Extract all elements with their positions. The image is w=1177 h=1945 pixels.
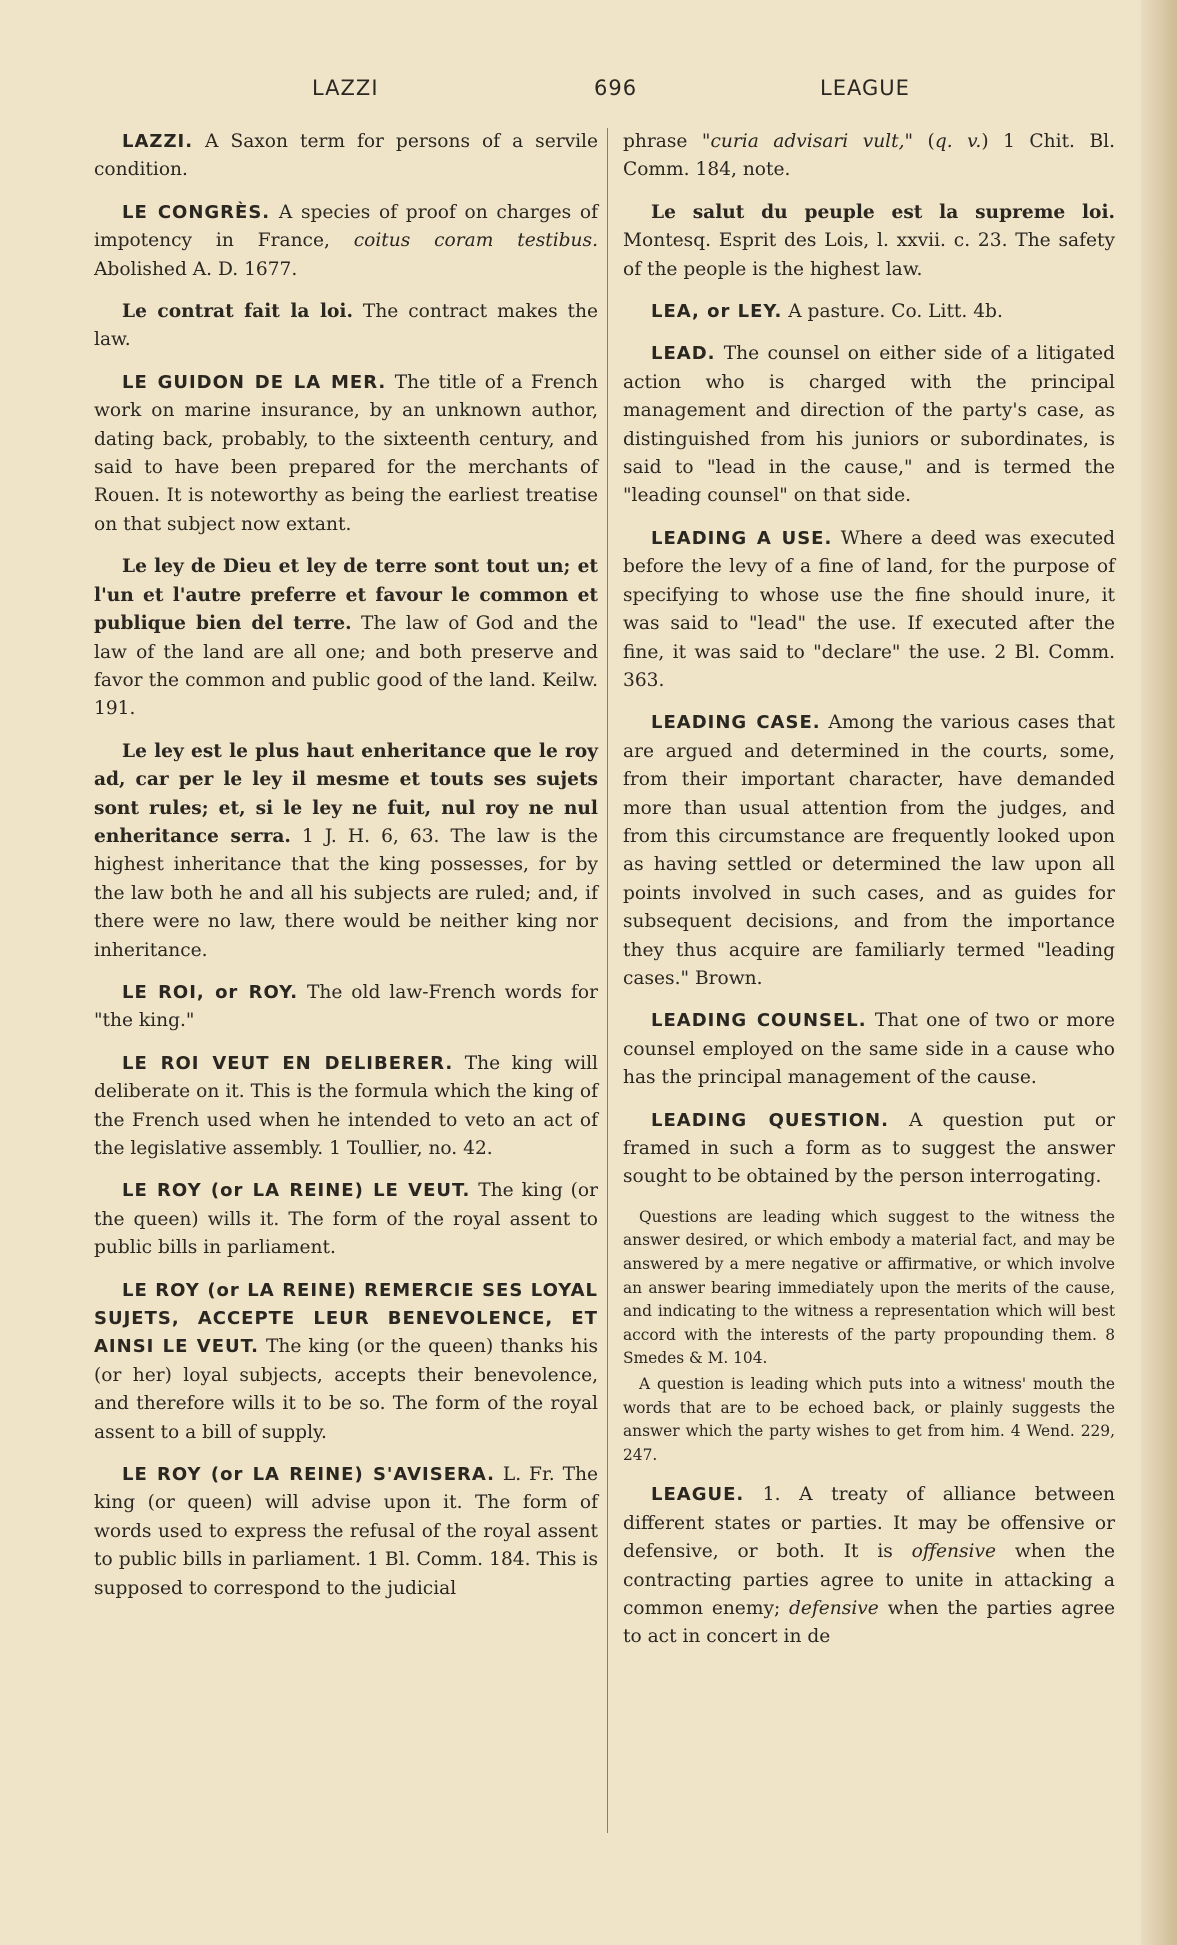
- headword: LE ROI VEUT EN DELIBERER.: [122, 1052, 454, 1074]
- entry-leading-question: [623, 1107, 1115, 1192]
- definition: The old law-French words for "the king.": [94, 981, 598, 1032]
- definition: ) 1 Chit. Bl. Comm. 184, note.: [623, 131, 1115, 181]
- definition-italic: q. v.: [934, 131, 982, 152]
- definition: That one of two or more counsel employed on the same side in a cause who has the principal management of the cause.: [623, 1010, 1116, 1089]
- running-head: [0, 76, 1177, 110]
- definition: A species of proof on charges of impotency in France,: [94, 201, 598, 252]
- definition: A Saxon term for persons of a servile condition.: [94, 131, 598, 181]
- headword: LEAGUE.: [651, 1484, 745, 1506]
- entry-le-roi-or-roy: [94, 979, 598, 1036]
- page-number: 696: [594, 76, 638, 100]
- entry-le-guidon: [94, 369, 598, 539]
- definition-italic: coitus coram testibus.: [353, 230, 598, 252]
- definition: Where a deed was executed before the levy of a fine of land, for the purpose of specifying to whose use the fine should inure, it was said to "lead" the use. If executed after the fine, it was said to "declare" the use. 2 Bl. Comm. 363.: [623, 527, 1115, 691]
- headword: LE CONGRÈS.: [122, 201, 271, 223]
- entry-le-ley-de-dieu: [94, 553, 598, 723]
- column-divider: [607, 128, 608, 1833]
- entry-leading-counsel: [623, 1007, 1115, 1092]
- entry-league: [623, 1481, 1115, 1651]
- left-column: [94, 128, 598, 1617]
- headword: LAZZI.: [122, 131, 194, 152]
- entry-lead: [623, 340, 1115, 510]
- headword: LE ROY (or LA REINE) S'AVISERA.: [122, 1464, 495, 1486]
- entry-leading-a-use: [623, 525, 1115, 695]
- definition: Abolished A. D. 1677.: [94, 258, 298, 280]
- entry-le-ley-est: [94, 738, 598, 965]
- translation: The contract makes the law.: [94, 301, 599, 351]
- translation: 1 J. H. 6, 63. The law is the highest inheritance that the king possesses, for by the law both he and all his subjects are ruled; and, if there were no law, there would be neither king nor inheritance.: [94, 825, 599, 961]
- definition: 1. A treaty of alliance between different states or parties. It may be offensive or defensive, or both. It is: [623, 1484, 1115, 1563]
- headword: LEAD.: [651, 343, 716, 365]
- definition: The king (or the queen) thanks his (or her) loyal subjects, accepts their benevolence, and therefore wills it to be so. The form of the royal assent to a bill of supply.: [94, 1336, 598, 1443]
- definition: " (: [904, 131, 935, 152]
- definition-italic: curia advisari vult,: [710, 131, 905, 152]
- entry-leading-case: [623, 709, 1115, 993]
- headword: LEADING CASE.: [651, 712, 821, 734]
- headword: LEADING A USE.: [651, 527, 833, 549]
- headword: LE ROY (or LA REINE) LE VEUT.: [122, 1180, 471, 1202]
- headword: LEADING QUESTION.: [651, 1109, 889, 1131]
- definition: A pasture. Co. Litt. 4b.: [782, 301, 1003, 323]
- definition: The title of a French work on marine insurance, by an unknown author, dating back, probably, to the sixteenth century, and said to have been prepared for the merchants of Rouen. It is noteworthy as being the earliest treatise on that subject now extant.: [94, 371, 599, 535]
- definition: The king (or the queen) wills it. The form of the royal assent to public bills in parliament.: [94, 1180, 598, 1259]
- headword: LEA, or LEY.: [651, 301, 783, 323]
- definition-italic: offensive: [911, 1541, 996, 1563]
- definition: when the contracting parties agree to unite in attacking a common enemy;: [623, 1541, 1115, 1619]
- definition: when the parties agree to act in concert in de: [623, 1597, 1115, 1648]
- entry-le-roy-remercie: [94, 1277, 598, 1447]
- translation: Montesq. Esprit des Lois, l. xxvii. c. 23. The safety of the people is the highest law.: [623, 230, 1115, 280]
- maxim: Le ley de Dieu et ley de terre sont tout un; et l'un et l'autre preferre et favour le common et publique bien del terre.: [94, 556, 598, 635]
- header-right-word: LEAGUE: [820, 76, 910, 100]
- translation: The law of God and the law of the land are all one; and both preserve and favor the common and public good of the land. Keilw. 191.: [94, 613, 599, 720]
- maxim: Le ley est le plus haut enheritance que le roy ad, car per le ley il mesme et touts ses sujets sont rules; et, si le ley ne fuit, nul roy ne nul enheritance serra.: [94, 740, 598, 847]
- definition-italic: defensive: [789, 1597, 879, 1619]
- headword: LE ROY (or LA REINE) REMERCIE SES LOYAL SUJETS, ACCEPTE LEUR BENEVOLENCE, ET AINSI LE VEUT.: [94, 1279, 598, 1358]
- header-left-word: LAZZI: [312, 76, 379, 100]
- leading-question-note-1: Questions are leading which suggest to the witness the answer desired, or which embody a material fact, and may be answered by a mere negative or affirmative, or which involve an answer bearing immediately upon the merits of the cause, and indicating to the witness a representation which will best accord with the interests of the party propounding them. 8 Smedes & M. 104.: [623, 1207, 1115, 1368]
- entry-le-roi-veut: [94, 1050, 598, 1164]
- right-column: [623, 128, 1115, 1666]
- entry-avisera-continued: [623, 128, 1115, 185]
- headword: LEADING COUNSEL.: [651, 1010, 867, 1032]
- definition: phrase ": [623, 131, 711, 152]
- maxim: Le contrat fait la loi.: [122, 301, 353, 323]
- headword: LE GUIDON DE LA MER.: [122, 371, 387, 393]
- headword: LE ROI, or ROY.: [122, 981, 299, 1003]
- entry-le-contrat: [94, 298, 598, 355]
- leading-question-note-2: A question is leading which puts into a witness' mouth the words that are to be echoed back, or plainly suggests the answer which the party wishes to get from him. 4 Wend. 229, 247.: [623, 1374, 1115, 1464]
- page-edge-shadow: [1141, 0, 1177, 1945]
- entry-le-roy-avisera: [94, 1461, 598, 1603]
- entry-le-roy-le-veut: [94, 1177, 598, 1262]
- definition: L. Fr. The king (or queen) will advise upon it. The form of words used to express the refusal of the royal assent to public bills in parliament. 1 Bl. Comm. 184. This is supposed to correspond to the judicial: [94, 1464, 598, 1599]
- definition: Among the various cases that are argued and determined in the courts, some, from their important character, have demanded more than usual attention from the judges, and from this circumstance are frequently looked upon as having settled or determined the law upon all points involved in such cases, and as guides for subsequent decisions, and from the importance they thus acquire are familiarly termed "leading cases." Brown.: [623, 712, 1115, 989]
- maxim: Le salut du peuple est la supreme loi.: [651, 201, 1115, 223]
- definition: The king will deliberate on it. This is the formula which the king of the French used when he intended to veto an act of the legislative assembly. 1 Toullier, no. 42.: [94, 1052, 598, 1159]
- definition: A question put or framed in such a form as to suggest the answer sought to be obtained by the person interrogating.: [623, 1109, 1115, 1188]
- entry-le-congres: [94, 199, 598, 284]
- entry-lea-or-ley: [623, 298, 1115, 326]
- entry-lazzi: [94, 128, 598, 185]
- definition: The counsel on either side of a litigated action who is charged with the principal management and direction of the party's case, as distinguished from his juniors or subordinates, is said to "lead in the cause," and is termed the "leading counsel" on that side.: [623, 343, 1115, 507]
- entry-le-salut: [623, 199, 1115, 284]
